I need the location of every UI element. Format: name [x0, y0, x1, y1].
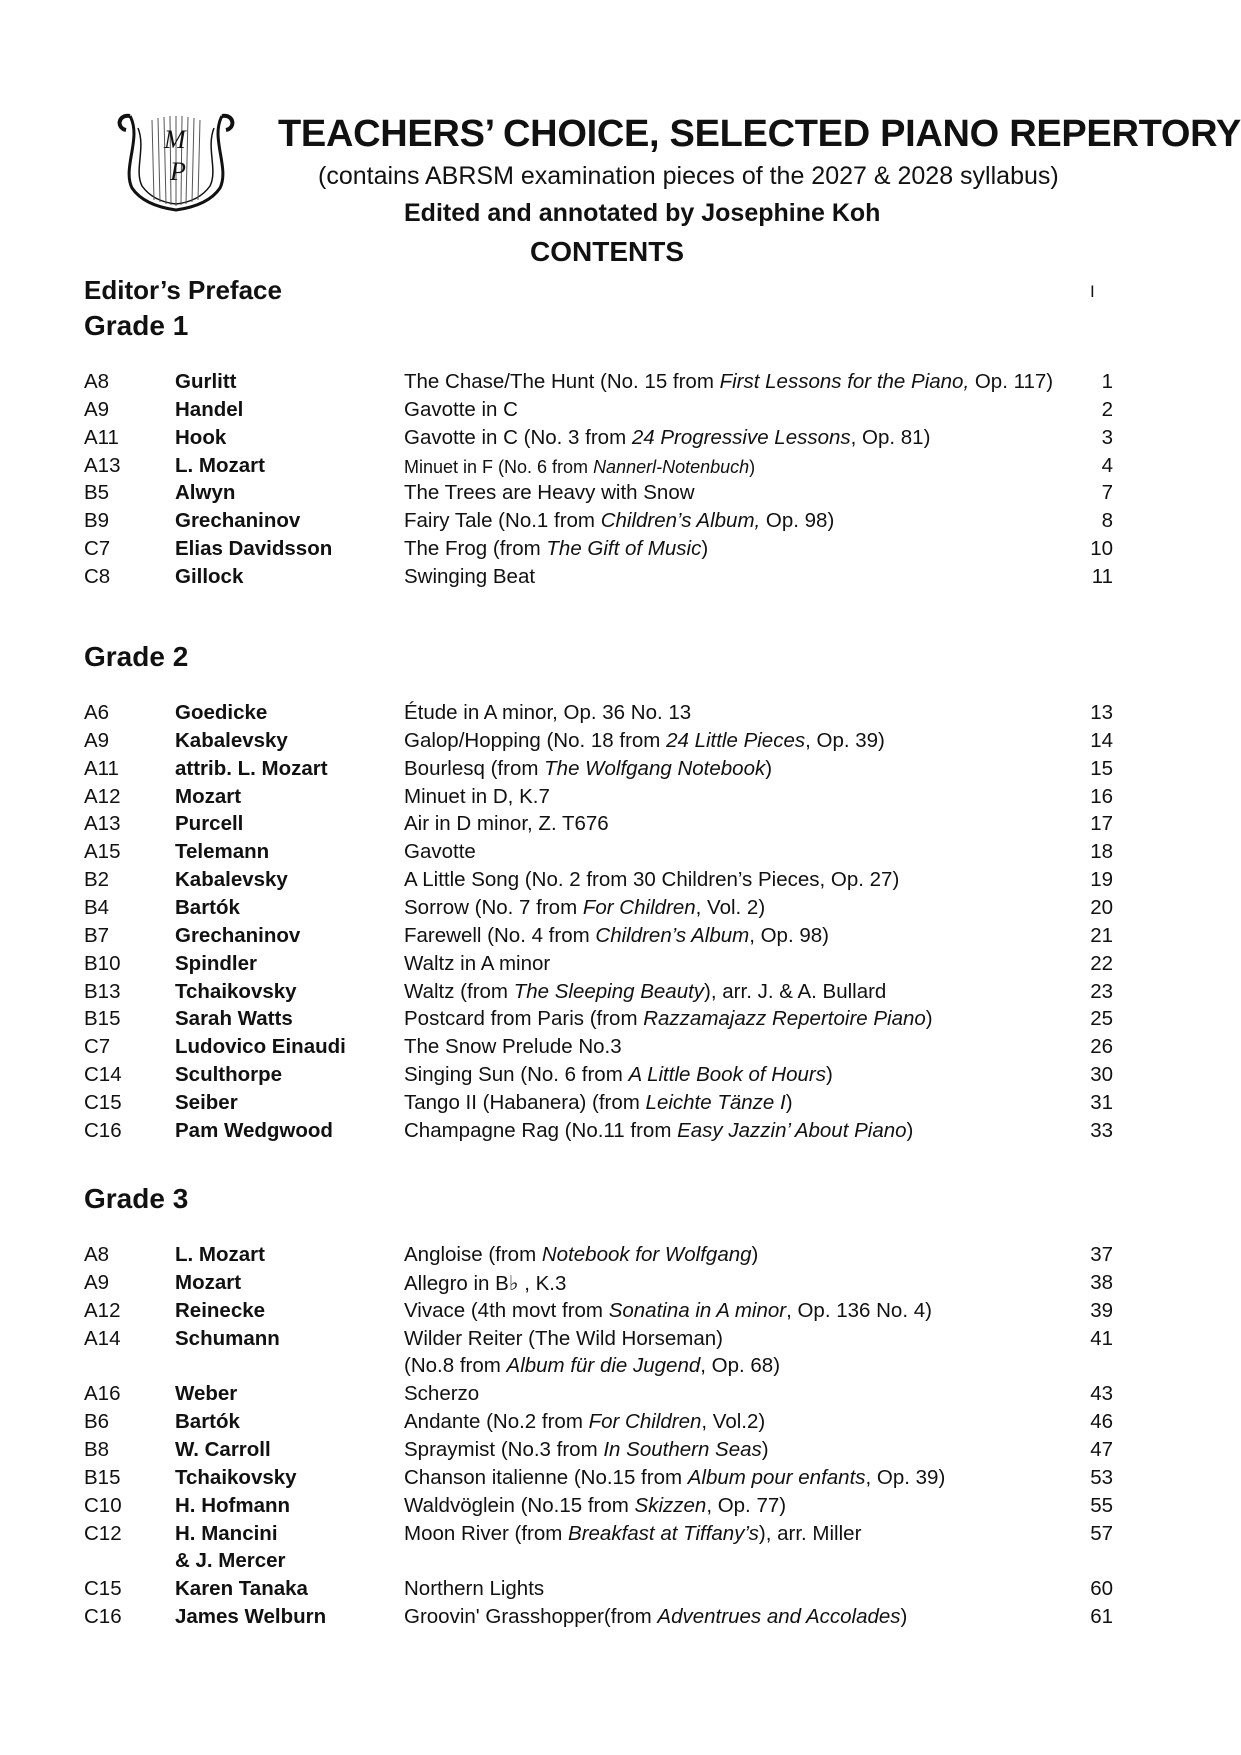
entry-page-number: 23 — [1090, 979, 1113, 1003]
document-title: TEACHERS’ CHOICE, SELECTED PIANO REPERTORY — [278, 113, 1241, 155]
entry-page-number: 7 — [1101, 481, 1113, 505]
toc-entry — [0, 1327, 1241, 1355]
toc-entry — [0, 1035, 1241, 1063]
entry-composer: Spindler — [175, 951, 258, 975]
toc-entry — [0, 812, 1241, 840]
entry-code: A8 — [84, 1243, 110, 1266]
entry-page-number: 57 — [1090, 1521, 1113, 1545]
entry-title: Champagne Rag (No.11 from Easy Jazzin’ About Piano) — [404, 1118, 914, 1142]
entry-code: C7 — [84, 537, 111, 561]
entry-title: The Trees are Heavy with Snow — [404, 481, 695, 505]
entry-code: C7 — [84, 1035, 111, 1059]
entry-code: A9 — [84, 1270, 110, 1294]
entry-code: A9 — [84, 397, 110, 421]
entry-title: Singing Sun (No. 6 from A Little Book of Hours) — [404, 1063, 833, 1087]
entry-title: Galop/Hopping (No. 18 from 24 Little Pieces, Op. 39) — [404, 728, 885, 752]
entry-page-number: 60 — [1090, 1577, 1113, 1601]
toc-entry — [0, 840, 1241, 868]
toc-entry — [0, 1091, 1241, 1119]
entry-composer: Goedicke — [175, 701, 268, 724]
toc-entry — [0, 1438, 1241, 1466]
entry-composer: Elias Davidsson — [175, 537, 333, 561]
entry-composer: Tchaikovsky — [175, 1465, 297, 1489]
entry-composer: attrib. L. Mozart — [175, 756, 328, 780]
entry-composer: Kabalevsky — [175, 728, 288, 752]
toc-entry — [0, 1119, 1241, 1147]
entry-composer: Tchaikovsky — [175, 979, 297, 1003]
toc-entry — [0, 924, 1241, 952]
entry-code: C8 — [84, 564, 111, 588]
entry-composer: H. Mancini — [175, 1521, 278, 1545]
entry-composer: Hook — [175, 425, 227, 449]
entry-code: C15 — [84, 1577, 122, 1601]
entry-title: Andante (No.2 from For Children, Vol.2) — [404, 1410, 766, 1434]
entry-composer: Seiber — [175, 1090, 238, 1114]
entry-composer: Gurlitt — [175, 370, 237, 393]
contents-heading: CONTENTS — [530, 236, 684, 267]
entry-code: A8 — [84, 370, 110, 393]
entry-code: C12 — [84, 1521, 122, 1545]
entry-page-number: 11 — [1091, 564, 1113, 588]
entry-page-number: 26 — [1090, 1035, 1113, 1059]
toc-entry — [0, 370, 1241, 398]
toc-entry — [0, 565, 1241, 593]
entry-composer: Handel — [175, 397, 244, 421]
entry-code: C16 — [84, 1605, 122, 1629]
toc-entry — [0, 1605, 1241, 1633]
toc-entry — [0, 1577, 1241, 1605]
entry-composer: Karen Tanaka — [175, 1577, 308, 1601]
entry-title: The Chase/The Hunt (No. 15 from First Lessons for the Piano, Op. 117) — [404, 370, 1054, 393]
entry-composer: Reinecke — [175, 1298, 266, 1322]
entry-page-number: 31 — [1090, 1090, 1113, 1114]
entry-title: Minuet in F (No. 6 from Nannerl-Notenbuch) — [404, 456, 756, 477]
grade-heading: Grade 2 — [84, 641, 189, 672]
entry-title: Waldvöglein (No.15 from Skizzen, Op. 77) — [404, 1493, 787, 1517]
toc-entry — [0, 952, 1241, 980]
entry-title: Angloise (from Notebook for Wolfgang) — [404, 1243, 759, 1266]
toc-entry — [0, 980, 1241, 1008]
entry-title: The Snow Prelude No.3 — [404, 1035, 622, 1059]
entry-composer: Weber — [175, 1382, 238, 1406]
entry-page-number: 46 — [1090, 1410, 1113, 1434]
entry-page-number: 20 — [1090, 895, 1113, 919]
svg-text:M: M — [164, 125, 186, 154]
toc-entry — [0, 1354, 1241, 1382]
entry-composer: & J. Mercer — [175, 1549, 286, 1573]
toc-entry — [0, 785, 1241, 813]
toc-entry — [0, 509, 1241, 537]
entry-title: Scherzo — [404, 1382, 480, 1406]
entry-composer: Grechaninov — [175, 923, 301, 947]
entry-code: B15 — [84, 1465, 121, 1489]
entry-code: A11 — [84, 756, 119, 780]
entry-composer: Sculthorpe — [175, 1063, 283, 1087]
entry-composer: Bartók — [175, 895, 240, 919]
toc-entry — [0, 1271, 1241, 1299]
entry-composer: Telemann — [175, 840, 270, 864]
entry-page-number: 15 — [1090, 756, 1113, 780]
entry-code: C15 — [84, 1090, 122, 1114]
entry-title: Spraymist (No.3 from In Southern Seas) — [404, 1437, 769, 1461]
entry-code: A13 — [84, 453, 121, 477]
toc-entry — [0, 757, 1241, 785]
toc-entry — [0, 1243, 1241, 1271]
entry-code: B8 — [84, 1437, 110, 1461]
grade-heading: Grade 1 — [84, 310, 189, 341]
entry-title: Gavotte in C (No. 3 from 24 Progressive Lessons, Op. 81) — [404, 425, 931, 449]
entry-title: Waltz in A minor — [404, 951, 551, 975]
toc-entry — [0, 896, 1241, 924]
entry-title: Gavotte in C — [404, 397, 518, 421]
entry-composer: H. Hofmann — [175, 1493, 291, 1517]
toc-entry — [0, 1382, 1241, 1410]
entry-page-number: 53 — [1090, 1465, 1113, 1489]
entry-code: B9 — [84, 509, 110, 533]
entry-code: B4 — [84, 895, 110, 919]
entry-code: B2 — [84, 868, 110, 892]
entry-page-number: 39 — [1090, 1298, 1113, 1322]
entry-code: A11 — [84, 425, 119, 449]
entry-composer: Grechaninov — [175, 509, 301, 533]
toc-entry — [0, 481, 1241, 509]
toc-entry — [0, 426, 1241, 454]
entry-composer: Bartók — [175, 1410, 240, 1434]
entry-code: A12 — [84, 1298, 121, 1322]
toc-entry — [0, 729, 1241, 757]
entry-code: C14 — [84, 1063, 122, 1087]
entry-code: B5 — [84, 481, 110, 505]
entry-code: A15 — [84, 840, 121, 864]
entry-page-number: 37 — [1090, 1243, 1113, 1266]
entry-title: Tango II (Habanera) (from Leichte Tänze I) — [404, 1090, 793, 1114]
entry-title: A Little Song (No. 2 from 30 Children’s Pieces, Op. 27) — [404, 868, 900, 892]
entry-composer: L. Mozart — [175, 453, 265, 477]
entry-page-number: 22 — [1090, 951, 1113, 975]
entry-composer: James Welburn — [175, 1605, 327, 1629]
entry-title: Sorrow (No. 7 from For Children, Vol. 2) — [404, 895, 766, 919]
entry-composer: Ludovico Einaudi — [175, 1035, 346, 1059]
entry-composer: W. Carroll — [175, 1437, 271, 1461]
toc-entry — [0, 1494, 1241, 1522]
toc-entry — [0, 1466, 1241, 1494]
entry-page-number: 25 — [1090, 1007, 1113, 1031]
entry-title: Étude in A minor, Op. 36 No. 13 — [404, 701, 692, 724]
entry-page-number: 41 — [1090, 1326, 1113, 1350]
entry-code: A12 — [84, 784, 121, 808]
entry-title: Northern Lights — [404, 1577, 545, 1601]
entry-composer: Purcell — [175, 812, 244, 836]
entry-page-number: 38 — [1090, 1270, 1113, 1294]
toc-entry — [0, 1410, 1241, 1438]
entry-title: Wilder Reiter (The Wild Horseman) — [404, 1326, 723, 1350]
entry-page-number: 43 — [1090, 1382, 1113, 1406]
toc-entry — [0, 701, 1241, 729]
toc-entry — [0, 1299, 1241, 1327]
entry-title: Farewell (No. 4 from Children’s Album, Op. 98) — [404, 923, 829, 947]
entry-page-number: 17 — [1090, 812, 1113, 836]
editor-credit: Edited and annotated by Josephine Koh — [404, 199, 881, 227]
toc-entry — [0, 398, 1241, 426]
entry-title: Chanson italienne (No.15 from Album pour enfants, Op. 39) — [404, 1465, 946, 1489]
entry-page-number: 33 — [1090, 1118, 1113, 1142]
entry-page-number: 14 — [1090, 728, 1113, 752]
entry-title: Waltz (from The Sleeping Beauty), arr. J. & A. Bullard — [404, 979, 887, 1003]
entry-title: Bourlesq (from The Wolfgang Notebook) — [404, 756, 773, 780]
entry-title: Vivace (4th movt from Sonatina in A minor, Op. 136 No. 4) — [404, 1298, 932, 1322]
entry-code: C10 — [84, 1493, 122, 1517]
entry-composer: Gillock — [175, 564, 244, 588]
entry-composer: Sarah Watts — [175, 1007, 293, 1031]
entry-composer: L. Mozart — [175, 1243, 265, 1266]
svg-text:P: P — [170, 157, 186, 186]
toc-entry — [0, 1063, 1241, 1091]
toc-entry — [0, 1549, 1241, 1577]
entry-page-number: 2 — [1101, 397, 1113, 421]
entry-page-number: 19 — [1090, 868, 1113, 892]
preface-label: Editor’s Preface — [84, 275, 282, 305]
entry-code: A13 — [84, 812, 121, 836]
entry-composer: Alwyn — [175, 481, 236, 505]
entry-title: Moon River (from Breakfast at Tiffany’s), arr. Miller — [404, 1521, 862, 1545]
entry-title: The Frog (from The Gift of Music) — [404, 537, 709, 561]
entry-title: Groovin' Grasshopper(from Adventrues and Accolades) — [404, 1605, 908, 1629]
entry-code: B6 — [84, 1410, 110, 1434]
entry-page-number: 10 — [1090, 537, 1113, 561]
entry-page-number: 13 — [1090, 701, 1113, 724]
entry-code: B15 — [84, 1007, 121, 1031]
entry-page-number: 1 — [1101, 370, 1113, 393]
entry-code: B10 — [84, 951, 121, 975]
entry-composer: Pam Wedgwood — [175, 1118, 333, 1142]
entry-title: Gavotte — [404, 840, 476, 864]
entry-page-number: 61 — [1090, 1605, 1113, 1629]
entry-code: A6 — [84, 701, 110, 724]
entry-code: C16 — [84, 1118, 122, 1142]
entry-page-number: 4 — [1101, 453, 1113, 477]
entry-code: B7 — [84, 923, 110, 947]
entry-composer: Mozart — [175, 1270, 242, 1294]
toc-entry — [0, 1007, 1241, 1035]
entry-title: Swinging Beat — [404, 564, 536, 588]
preface-page-number: I — [1090, 282, 1095, 301]
entry-code: A14 — [84, 1326, 121, 1350]
document-subtitle: (contains ABRSM examination pieces of the 2027 & 2028 syllabus) — [318, 162, 1059, 190]
entry-title: Fairy Tale (No.1 from Children’s Album, Op. 98) — [404, 509, 835, 533]
toc-entry — [0, 537, 1241, 565]
toc-entry — [0, 1522, 1241, 1550]
entry-title: Air in D minor, Z. T676 — [404, 812, 609, 836]
grade-heading: Grade 3 — [84, 1183, 189, 1214]
lyre-logo — [112, 108, 240, 214]
entry-composer: Kabalevsky — [175, 868, 288, 892]
entry-code: A9 — [84, 728, 110, 752]
toc-entry — [0, 454, 1241, 482]
entry-page-number: 55 — [1090, 1493, 1113, 1517]
entry-page-number: 8 — [1101, 509, 1113, 533]
entry-composer: Schumann — [175, 1326, 280, 1350]
entry-code: B13 — [84, 979, 121, 1003]
entry-title: Postcard from Paris (from Razzamajazz Repertoire Piano) — [404, 1007, 933, 1031]
entry-page-number: 21 — [1090, 923, 1113, 947]
entry-code: A16 — [84, 1382, 121, 1406]
entry-page-number: 16 — [1090, 784, 1113, 808]
entry-title: (No.8 from Album für die Jugend, Op. 68) — [404, 1354, 781, 1378]
entry-page-number: 18 — [1090, 840, 1113, 864]
entry-page-number: 3 — [1101, 425, 1113, 449]
toc-entry — [0, 868, 1241, 896]
entry-page-number: 47 — [1090, 1437, 1113, 1461]
entry-composer: Mozart — [175, 784, 242, 808]
entry-title: Minuet in D, K.7 — [404, 784, 550, 808]
entry-title: Allegro in B♭ , K.3 — [404, 1271, 567, 1295]
entry-page-number: 30 — [1090, 1063, 1113, 1087]
